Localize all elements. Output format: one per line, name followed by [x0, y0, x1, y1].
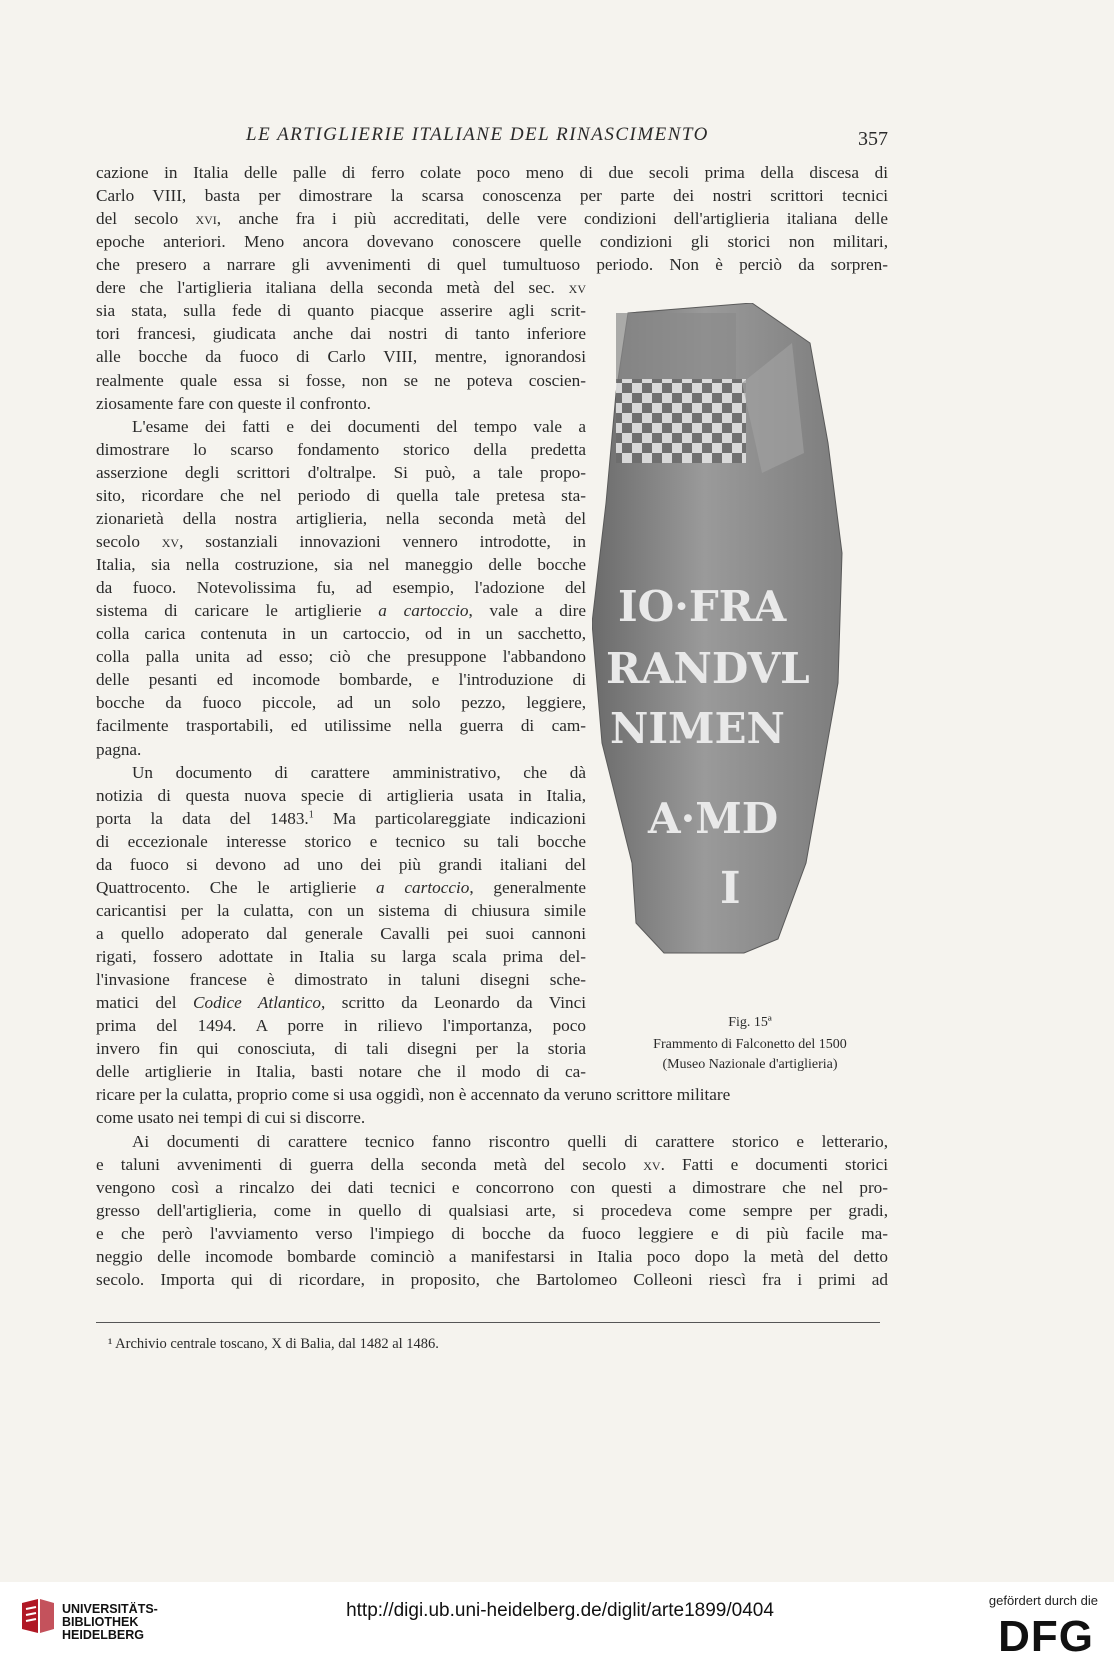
- text-line: del secolo xvi, anche fra i più accreditati, delle vere condizioni dell'artiglieria italiana delle: [96, 209, 888, 229]
- text-line: tori francesi, giudicata anche dai nostri di tanto inferiore: [96, 324, 586, 344]
- inscription-line: I: [720, 863, 741, 914]
- text-line: gresso dell'artiglieria, come in quello di qualsiasi arte, si procedeva come sempre per gradi,: [96, 1200, 888, 1220]
- text-line: secolo xv, sostanziali innovazioni vennero introdotte, in: [96, 531, 586, 551]
- text-line: colla palla unita ad esso; ciò che presuppone l'abbandono: [96, 647, 586, 667]
- text-line: cazione in Italia delle palle di ferro colate poco meno di due secoli prima della discesa di: [96, 163, 888, 182]
- figure-label: Fig. 15ª: [728, 1015, 772, 1030]
- footer-bar: [0, 1582, 1114, 1662]
- inscription-line: RANDVL: [606, 644, 810, 693]
- university-library-logo-icon: [18, 1597, 58, 1637]
- text-line: L'esame dei fatti e dei documenti del tempo vale a: [132, 416, 586, 436]
- text-line: secolo. Importa qui di ricordare, in proposito, che Bartolomeo Colleoni riescì fra i primi ad: [96, 1269, 888, 1289]
- text-line: sito, ricordare che nel periodo di quella tale pretesa sta-: [96, 485, 586, 505]
- text-line: Un documento di carattere amministrativo, che dà: [132, 762, 586, 782]
- text-line: a quello adoperato dal generale Cavalli pei suoi cannoni: [96, 923, 586, 943]
- text-line: come usato nei tempi di cui si discorre.: [96, 1108, 366, 1128]
- page-number: 357: [858, 128, 888, 150]
- inscription-line: A·MD: [648, 794, 779, 843]
- text-line: caricantisi per la culatta, con un sistema di chiusura simile: [96, 900, 586, 920]
- text-line: epoche anteriori. Meno ancora dovevano conoscere quelle condizioni gli storici non militari,: [96, 232, 888, 252]
- running-title: LE ARTIGLIERIE ITALIANE DEL RINASCIMENTO: [246, 124, 709, 145]
- text-line: bocche da fuoco piccole, ad un solo pezzo, leggiere,: [96, 693, 586, 713]
- text-line: delle artiglierie in Italia, basti notare che il modo di ca-: [96, 1062, 586, 1082]
- text-line: realmente quale essa si fosse, non se ne poteva coscien-: [96, 370, 586, 390]
- text-line: rigati, fossero adottate in Italia su larga scala prima del-: [96, 947, 586, 967]
- digital-library-url[interactable]: http://digi.ub.uni-heidelberg.de/diglit/arte1899/0404: [346, 1600, 774, 1621]
- page-header: [96, 124, 888, 154]
- text-line: e taluni avvenimenti di guerra della seconda metà del secolo xv. Fatti e documenti storici: [96, 1154, 888, 1174]
- text-line: dimostrare lo scarso fondamento storico della predetta: [96, 439, 586, 459]
- text-line: invero fin qui conosciuta, di tali disegni per la storia: [96, 1039, 586, 1059]
- text-line: sia stata, sulla fede di quanto piacque asserire agli scrit-: [96, 301, 586, 321]
- library-name: UNIVERSITÄTS- BIBLIOTHEK HEIDELBERG: [62, 1602, 158, 1642]
- text-line: da fuoco si devono ad uno dei più grandi italiani del: [96, 854, 586, 874]
- text-line: l'invasione francese è dimostrato in taluni disegni sche-: [96, 970, 586, 990]
- text-line: ziosamente fare con queste il confronto.: [96, 393, 371, 413]
- figure-caption-line: (Museo Nazionale d'artiglieria): [662, 1057, 838, 1072]
- text-line: da fuoco. Notevolissima fu, ad esempio, l'adozione del: [96, 578, 586, 598]
- text-line: dere che l'artiglieria italiana della seconda metà del sec. xv: [96, 278, 586, 298]
- text-line: porta la data del 1483.$^1$ Ma particolareggiate indicazioni: [96, 808, 587, 828]
- text-line: Ai documenti di carattere tecnico fanno riscontro quelli di carattere storico e letterario,: [132, 1131, 888, 1151]
- text-line: vengono così a rincalzo dei dati tecnici e concorrono con questi a dimostrare che nel pro-: [96, 1177, 888, 1197]
- text-line: ricare per la culatta, proprio come si usa oggidì, non è accennato da veruno scrittore militare: [96, 1085, 731, 1105]
- text-line: alle bocche da fuoco di Carlo VIII, mentre, ignorandosi: [96, 347, 586, 367]
- text-line: di eccezionale interesse storico e tecnico su tali bocche: [96, 831, 586, 851]
- text-line: sistema di caricare le artiglierie a cartoccio, vale a dire: [96, 601, 586, 621]
- text-line: Carlo VIII, basta per dimostrare la scarsa conoscenza per parte dei nostri scrittori tecnici: [96, 186, 888, 206]
- text-line: matici del Codice Atlantico, scritto da Leonardo da Vinci: [96, 993, 586, 1013]
- text-line: Quattrocento. Che le artiglierie a cartoccio, generalmente: [96, 877, 586, 897]
- text-line: facilmente trasportabili, ed utilissime nella guerra di cam-: [96, 716, 586, 736]
- footnote-rule: [96, 1322, 880, 1323]
- text-line: colla carica contenuta in un cartoccio, od in un sacchetto,: [96, 624, 586, 644]
- figure-caption-line: Frammento di Falconetto del 1500: [653, 1037, 847, 1052]
- text-line: e che però l'avviamento verso l'impiego di bocche da fuoco leggiere e di più facile ma-: [96, 1223, 888, 1243]
- text-line: Italia, sia nella costruzione, sia nel maneggio delle bocche: [96, 555, 586, 575]
- text-line: asserzione degli scrittori d'oltralpe. Si può, a tale propo-: [96, 462, 586, 482]
- inscription-line: IO·FRA: [618, 582, 787, 631]
- dfg-logo: DFG: [998, 1612, 1094, 1661]
- text-line: che presero a narrare gli avvenimenti di quel tumultuoso periodo. Non è perciò da sorpren-: [96, 255, 888, 275]
- footnote: ¹ Archivio centrale toscano, X di Balia, dal 1482 al 1486.: [108, 1336, 439, 1352]
- text-line: neggio delle incomode bombarde cominciò a manifestarsi in Italia poco dopo la metà del detto: [96, 1246, 888, 1266]
- text-line: prima del 1494. A porre in rilievo l'importanza, poco: [96, 1016, 586, 1036]
- inscription-line: NIMEN: [610, 704, 785, 753]
- funded-by-label: gefördert durch die: [988, 1593, 1098, 1608]
- text-line: pagna.: [96, 739, 142, 759]
- text-line: zionarietà della nostra artiglieria, nella seconda metà del: [96, 508, 586, 528]
- text-line: delle pesanti ed incomode bombarde, e l'introduzione di: [96, 670, 586, 690]
- figure-falconetto-fragment: [592, 303, 888, 1003]
- text-line: notizia di questa nuova specie di artiglieria usata in Italia,: [96, 785, 586, 805]
- cannon-fragment-photo: [592, 303, 888, 1003]
